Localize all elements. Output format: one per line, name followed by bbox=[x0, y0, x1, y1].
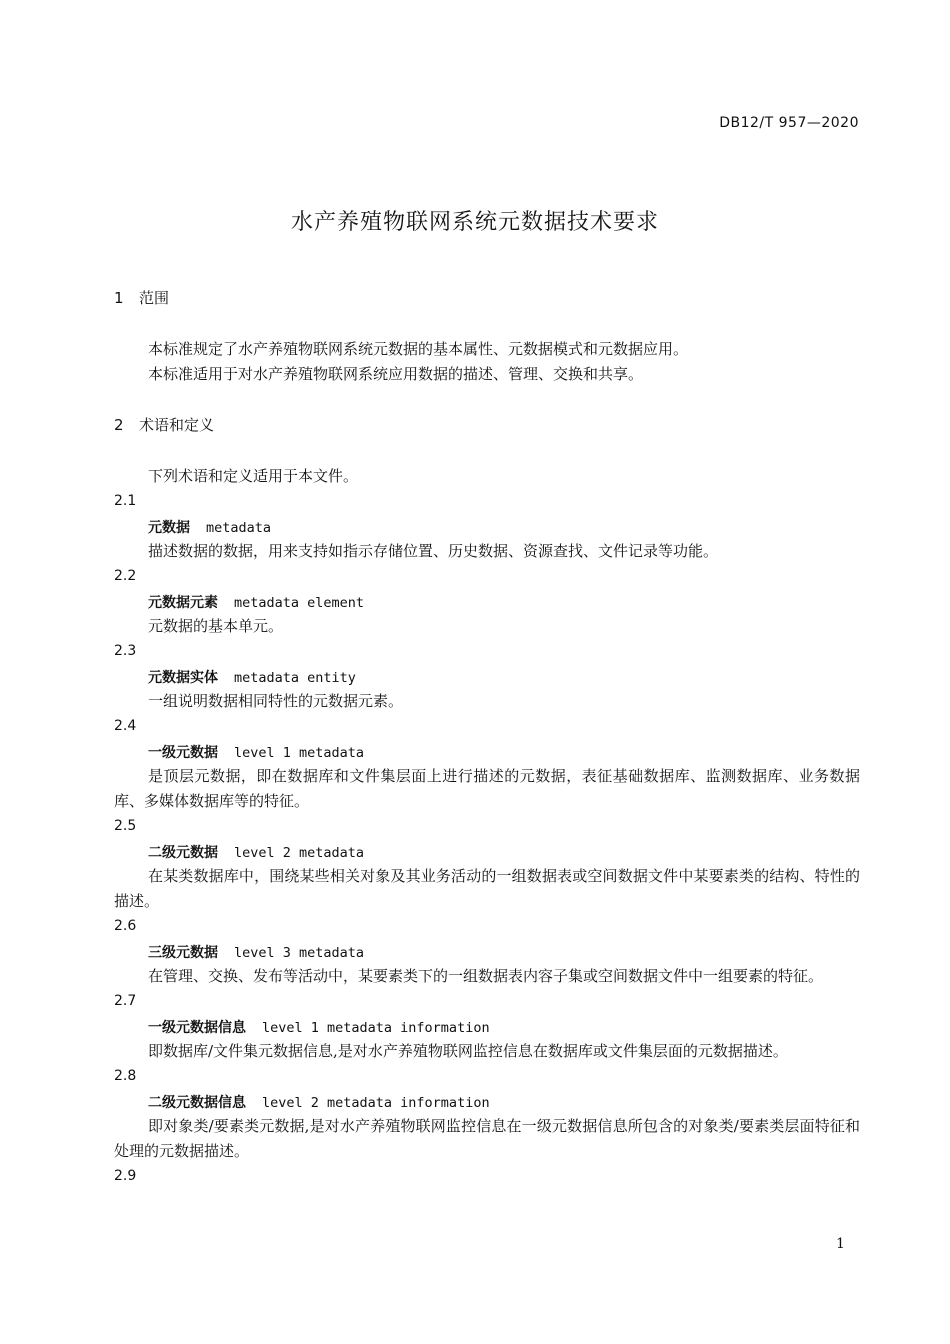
term-definition: 在某类数据库中，围绕某些相关对象及其业务活动的一组数据表或空间数据文件中某要素类的结构、特性的描述。 bbox=[114, 867, 860, 910]
section-intro: 下列术语和定义适用于本文件。 bbox=[148, 467, 359, 485]
term-definition: 一组说明数据相同特性的元数据元素。 bbox=[148, 692, 404, 710]
term-definition: 在管理、交换、发布等活动中，某要素类下的一组数据表内容子集或空间数据文件中一组要素的特征。 bbox=[148, 967, 824, 985]
term-chinese: 元数据 bbox=[148, 520, 190, 536]
term-number: 2.8 bbox=[114, 1068, 137, 1084]
term-number: 2.3 bbox=[114, 643, 137, 659]
term bbox=[114, 589, 860, 614]
term-english: level 3 metadata bbox=[234, 945, 365, 961]
page-number: 1 bbox=[836, 1236, 845, 1252]
term-english: metadata bbox=[206, 520, 272, 536]
standard-number: DB12/T 957—2020 bbox=[719, 115, 859, 131]
section-heading-terms bbox=[114, 413, 860, 437]
term-english: level 1 metadata bbox=[234, 745, 365, 761]
term-english: metadata entity bbox=[234, 670, 356, 686]
term bbox=[114, 739, 860, 764]
term-definition: 元数据的基本单元。 bbox=[148, 617, 284, 635]
term-number: 2.5 bbox=[114, 818, 137, 834]
term bbox=[114, 839, 860, 864]
term-chinese: 二级元数据 bbox=[148, 845, 218, 861]
paragraph: 本标准规定了水产养殖物联网系统元数据的基本属性、元数据模式和元数据应用。 bbox=[148, 340, 689, 358]
term-definition: 即数据库/文件集元数据信息,是对水产养殖物联网监控信息在数据库或文件集层面的元数据描述。 bbox=[148, 1042, 788, 1060]
section-title: 范围 bbox=[139, 289, 170, 307]
document-body bbox=[114, 286, 860, 1189]
term-number: 2.2 bbox=[114, 568, 137, 584]
term-number: 2.7 bbox=[114, 993, 137, 1009]
section-title: 术语和定义 bbox=[139, 416, 215, 434]
term-chinese: 元数据元素 bbox=[148, 595, 218, 611]
term-number: 2.1 bbox=[114, 493, 137, 509]
document-title: 水产养殖物联网系统元数据技术要求 bbox=[290, 210, 659, 235]
term-chinese: 一级元数据 bbox=[148, 745, 218, 761]
term-number: 2.4 bbox=[114, 718, 137, 734]
term-definition: 是顶层元数据，即在数据库和文件集层面上进行描述的元数据，表征基础数据库、监测数据库、业务数据库、多媒体数据库等的特征。 bbox=[114, 767, 860, 810]
term-english: level 2 metadata information bbox=[262, 1095, 490, 1111]
term-chinese: 一级元数据信息 bbox=[148, 1020, 246, 1036]
term-definition: 即对象类/要素类元数据,是对水产养殖物联网监控信息在一级元数据信息所包含的对象类/要素类层面特征和处理的元数据描述。 bbox=[114, 1117, 860, 1160]
term-chinese: 二级元数据信息 bbox=[148, 1095, 246, 1111]
term-definition: 描述数据的数据，用来支持如指示存储位置、历史数据、资源查找、文件记录等功能。 bbox=[148, 542, 719, 560]
term-english: level 2 metadata bbox=[234, 845, 365, 861]
term bbox=[114, 1014, 860, 1039]
term-chinese: 三级元数据 bbox=[148, 945, 218, 961]
term-english: metadata element bbox=[234, 595, 365, 611]
term-english: level 1 metadata information bbox=[262, 1020, 490, 1036]
term-number: 2.9 bbox=[114, 1168, 137, 1184]
term-chinese: 元数据实体 bbox=[148, 670, 218, 686]
section-number: 1 bbox=[114, 289, 124, 307]
section-number: 2 bbox=[114, 416, 124, 434]
section-heading-scope bbox=[114, 286, 860, 310]
paragraph: 本标准适用于对水产养殖物联网系统应用数据的描述、管理、交换和共享。 bbox=[148, 365, 644, 383]
term bbox=[114, 1089, 860, 1114]
term bbox=[114, 939, 860, 964]
term bbox=[114, 514, 860, 539]
term-number: 2.6 bbox=[114, 918, 137, 934]
term bbox=[114, 664, 860, 689]
